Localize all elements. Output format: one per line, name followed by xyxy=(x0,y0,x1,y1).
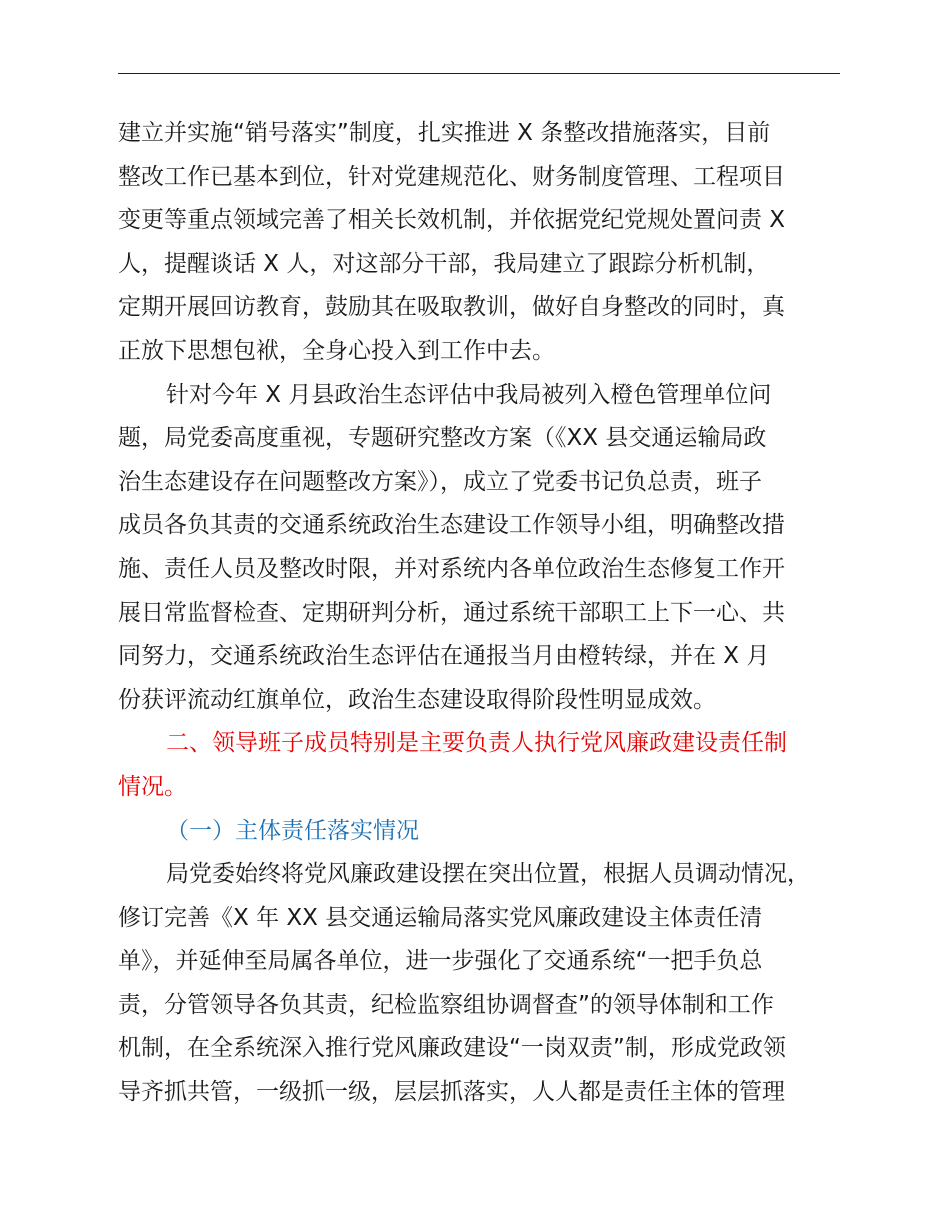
header-rule xyxy=(118,73,840,74)
paragraph-main-responsibility xyxy=(118,853,842,1115)
text-line: 同努力，交通系统政治生态评估在通报当月由橙转绿，并在 X 月 xyxy=(118,643,770,670)
document-body xyxy=(118,112,842,1115)
heading-line: （一）主体责任落实情况 xyxy=(166,817,419,844)
paragraph-political-ecology xyxy=(118,374,842,723)
subsection-heading-1 xyxy=(118,810,842,854)
text-line: 单》，并延伸至局属各单位，进一步强化了交通系统“一把手负总 xyxy=(118,948,763,975)
text-line: 变更等重点领域完善了相关长效机制，并依据党纪党规处置问责 X xyxy=(118,207,786,234)
text-line: 整改工作已基本到位，针对党建规范化、财务制度管理、工程项目 xyxy=(118,163,785,190)
text-line: 展日常监督检查、定期研判分析，通过系统干部职工上下一心、共 xyxy=(118,599,785,626)
text-line: 人，提醒谈话 X 人，对这部分干部，我局建立了跟踪分析机制， xyxy=(118,250,770,277)
text-line: 针对今年 X 月县政治生态评估中我局被列入橙色管理单位问 xyxy=(166,381,772,408)
text-line: 正放下思想包袱，全身心投入到工作中去。 xyxy=(118,337,555,364)
text-line: 份获评流动红旗单位，政治生态建设取得阶段性明显成效。 xyxy=(118,686,716,713)
text-line: 建立并实施“销号落实”制度，扎实推进 X 条整改措施落实，目前 xyxy=(118,120,771,146)
text-line: 修订完善《X 年 XX 县交通运输局落实党风廉政建设主体责任清 xyxy=(118,904,763,931)
text-line: 责，分管领导各负其责，纪检监察组协调督查”的领导体制和工作 xyxy=(118,991,774,1018)
text-line: 局党委始终将党风廉政建设摆在突出位置，根据人员调动情况， xyxy=(166,861,810,888)
section-heading-2 xyxy=(118,722,842,809)
heading-line: 二、领导班子成员特别是主要负责人执行党风廉政建设责任制 xyxy=(166,730,787,757)
text-line: 导齐抓共管，一级抓一级，层层抓落实，人人都是责任主体的管理 xyxy=(118,1079,785,1106)
text-line: 定期开展回访教育，鼓励其在吸取教训，做好自身整改的同时，真 xyxy=(118,294,785,321)
text-line: 机制，在全系统深入推行党风廉政建设“一岗双责”制，形成党政领 xyxy=(118,1035,786,1062)
heading-line: 情况。 xyxy=(118,773,187,800)
text-line: 题，局党委高度重视，专题研究整改方案（《XX 县交通运输局政 xyxy=(118,425,767,452)
text-line: 成员各负其责的交通系统政治生态建设工作领导小组，明确整改措 xyxy=(118,512,785,539)
paragraph-rectification-continued xyxy=(118,112,842,374)
text-line: 治生态建设存在问题整改方案》），成立了党委书记负总责，班子 xyxy=(118,468,762,495)
text-line: 施、责任人员及整改时限，并对系统内各单位政治生态修复工作开 xyxy=(118,555,785,582)
